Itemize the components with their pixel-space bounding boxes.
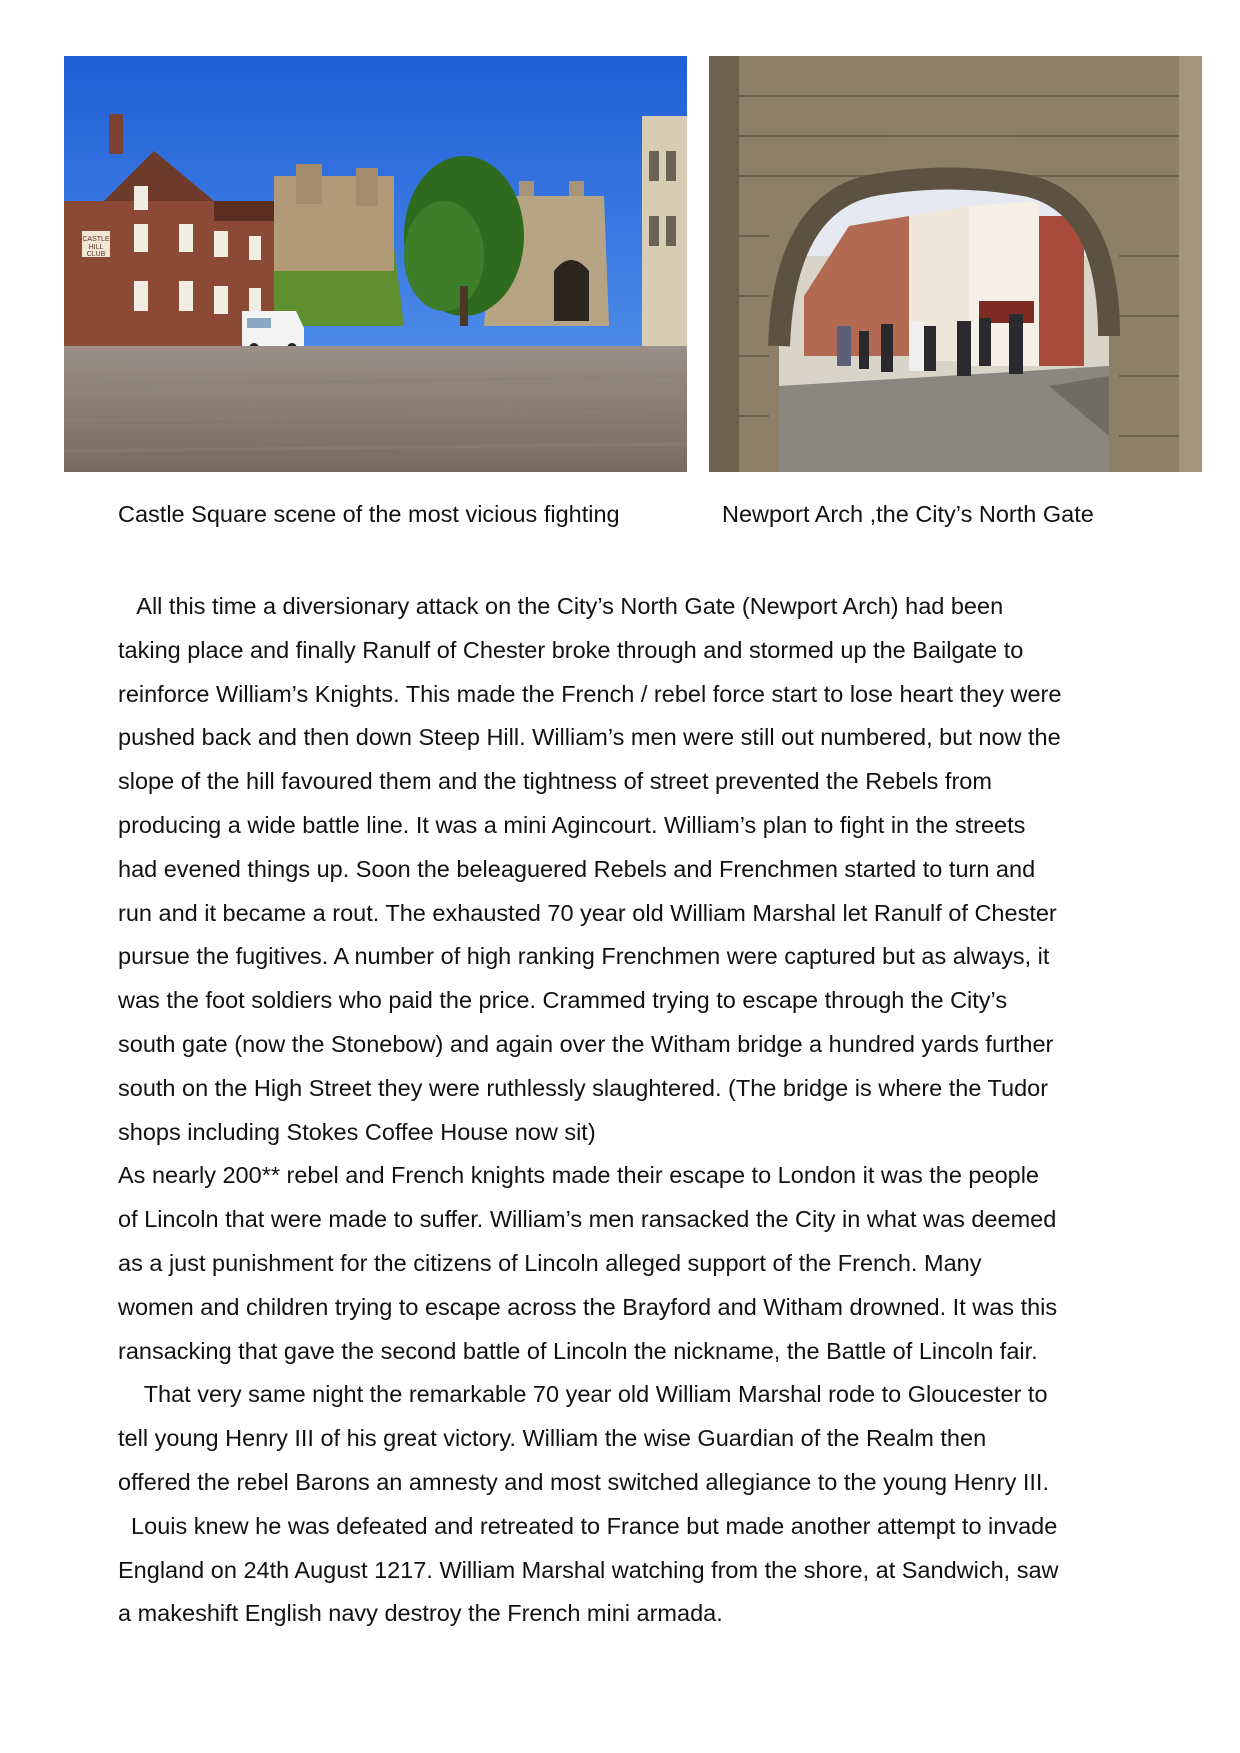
body-line: was the foot soldiers who paid the price. Crammed trying to escape through the City’s [118, 987, 1008, 1014]
body-line: women and children trying to escape across the Brayford and Witham drowned. It was this [118, 1293, 1058, 1320]
body-line: as a just punishment for the citizens of Lincoln alleged support of the French. Many [118, 1249, 982, 1276]
body-line: south on the High Street they were ruthlessly slaughtered. (The bridge is where the Tudor [118, 1074, 1049, 1101]
body-line: tell young Henry III of his great victory. William the wise Guardian of the Realm then [118, 1425, 987, 1452]
body-line: taking place and finally Ranulf of Chester broke through and stormed up the Bailgate to [118, 636, 1024, 663]
body-line: reinforce William’s Knights. This made the French / rebel force start to lose heart they were [118, 680, 1062, 707]
body-line: England on 24th August 1217. William Marshal watching from the shore, at Sandwich, saw [118, 1556, 1059, 1583]
body-line: ransacking that gave the second battle of Lincoln the nickname, the Battle of Lincoln fair. [118, 1337, 1038, 1364]
body-line: a makeshift English navy destroy the French mini armada. [118, 1600, 723, 1627]
body-line: had evened things up. Soon the beleaguered Rebels and Frenchmen started to turn and [118, 855, 1036, 882]
body-line: As nearly 200** rebel and French knights made their escape to London it was the people [118, 1162, 1039, 1189]
body-line: south gate (now the Stonebow) and again over the Witham bridge a hundred yards further [118, 1030, 1054, 1057]
body-line: offered the rebel Barons an amnesty and most switched allegiance to the young Henry III. [118, 1468, 1049, 1495]
body-line: slope of the hill favoured them and the tightness of street prevented the Rebels from [118, 768, 992, 795]
caption-newport-arch: Newport Arch ,the City’s North Gate [722, 501, 1094, 527]
sign-text-1: CASTLE [82, 236, 110, 243]
body-line: That very same night the remarkable 70 year old William Marshal rode to Gloucester to [118, 1381, 1048, 1408]
body-line: run and it became a rout. The exhausted 70 year old William Marshal let Ranulf of Chester [118, 899, 1057, 926]
body-line: of Lincoln that were made to suffer. William’s men ransacked the City in what was deemed [118, 1206, 1057, 1233]
body-line: pushed back and then down Steep Hill. William’s men were still out numbered, but now the [118, 724, 1061, 751]
body-line: pursue the fugitives. A number of high ranking Frenchmen were captured but as always, it [118, 943, 1050, 970]
sign-text-2: HILL [88, 244, 104, 251]
body-line: producing a wide battle line. It was a mini Agincourt. William’s plan to fight in the streets [118, 811, 1026, 838]
body-line: Louis knew he was defeated and retreated to France but made another attempt to invade [118, 1512, 1058, 1539]
caption-castle-square: Castle Square scene of the most vicious fighting [118, 501, 620, 527]
castle-square-photo [64, 56, 687, 472]
sign-text-3: CLUB [86, 251, 106, 258]
body-line: All this time a diversionary attack on the City’s North Gate (Newport Arch) had been [118, 593, 1004, 619]
newport-arch-photo [709, 56, 1202, 472]
body-text [118, 585, 1128, 1636]
body-line: shops including Stokes Coffee House now sit) [118, 1118, 596, 1145]
